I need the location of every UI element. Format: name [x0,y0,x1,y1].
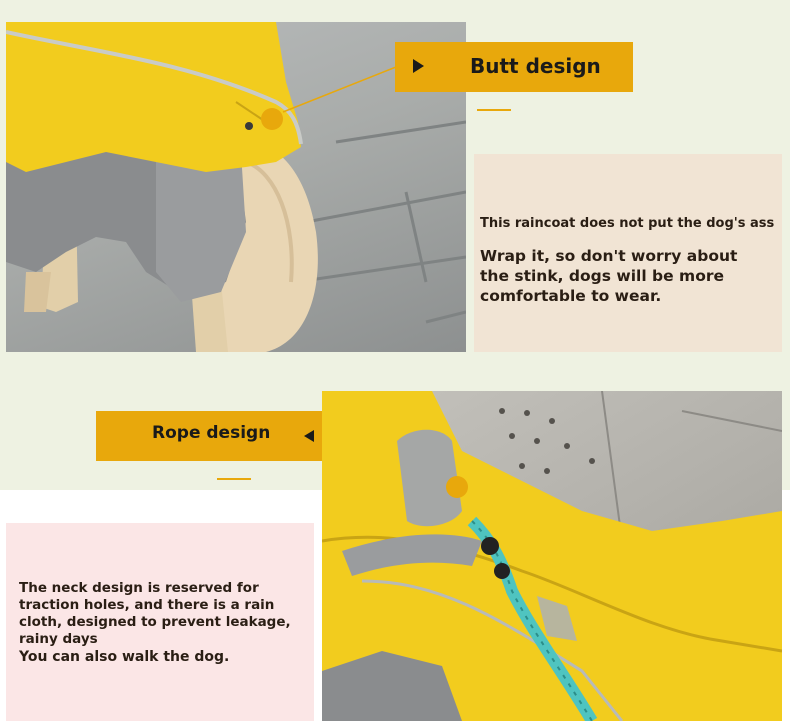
butt-description-card [474,154,782,352]
rope-design-label: Rope design [152,423,271,443]
rope-description-card [6,523,314,721]
butt-description-line1: This raincoat does not put the dog's ass [480,216,775,231]
callout-dot-icon [261,108,283,130]
butt-design-label: Butt design [470,54,601,78]
butt-description-line2: Wrap it, so don't worry about the stink, dogs will be more comfortable to wear. [480,247,738,305]
rope-design-tag [96,411,334,461]
play-arrow-right-icon [413,59,424,73]
accent-divider [477,109,511,111]
callout-dot-icon [446,476,468,498]
rope-description-line1: The neck design is reserved for traction holes, and there is a rain cloth, designed to prevent leakage, rainy days [19,580,291,647]
accent-divider [217,478,251,480]
play-arrow-left-icon [304,430,314,442]
butt-design-tag [395,42,633,92]
rope-description-line2: You can also walk the dog. [19,649,230,665]
dog-leash-photo [322,391,782,721]
